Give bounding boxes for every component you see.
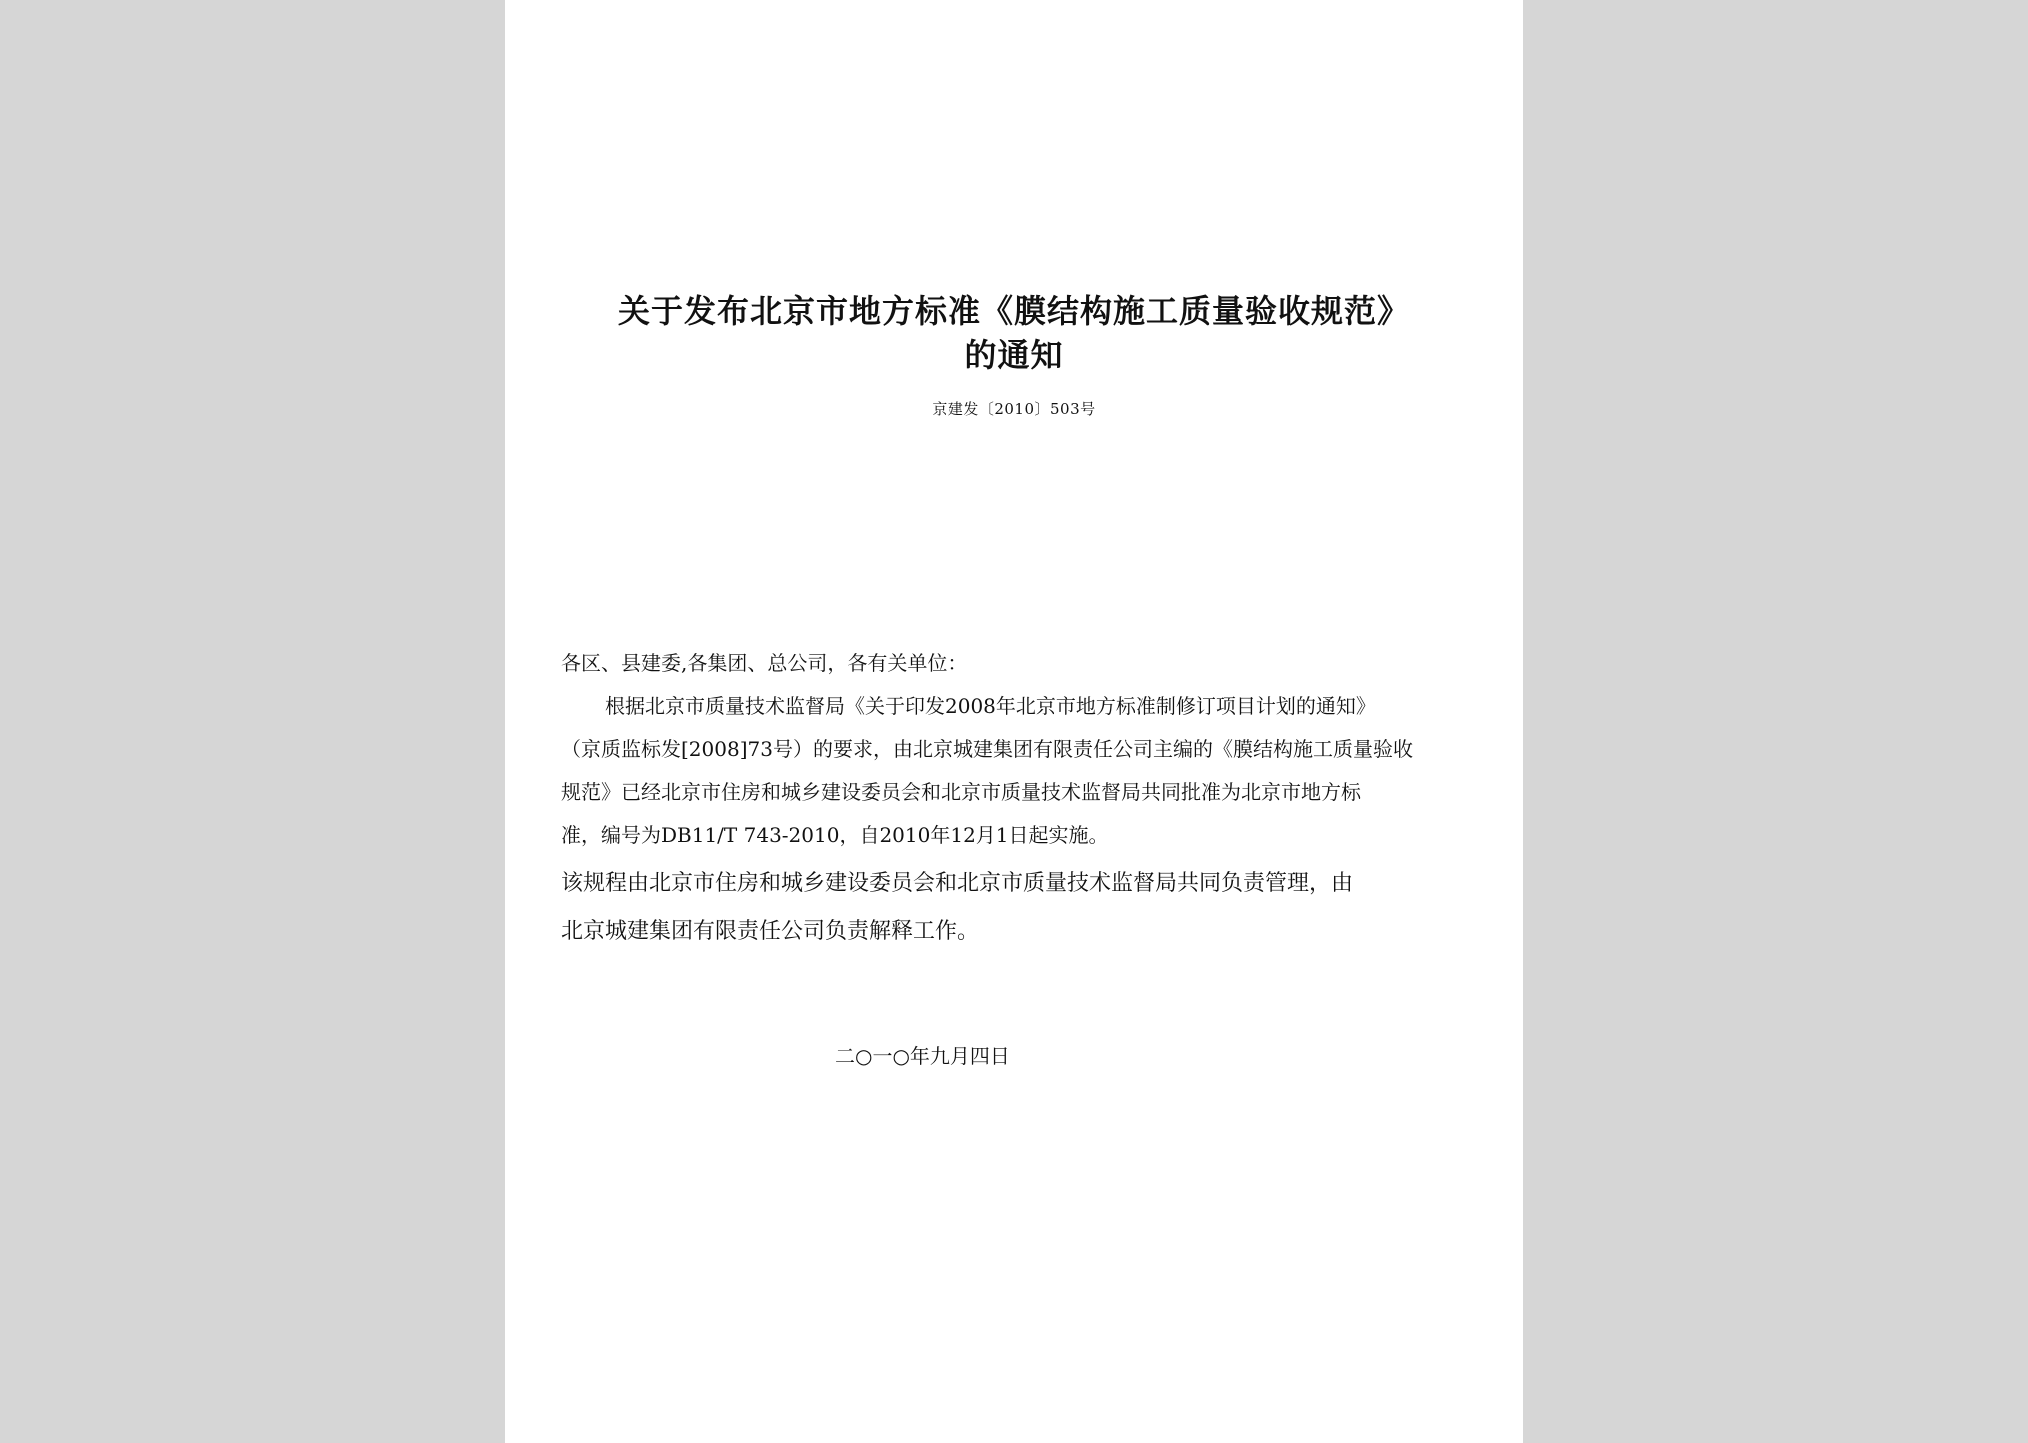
administration-paragraph: [561, 860, 1481, 956]
document-number: 京建发〔2010〕503号: [932, 400, 1096, 418]
body-paragraph: [561, 685, 1481, 857]
title-line-1: 关于发布北京市地方标准《膜结构施工质量验收规范》: [617, 292, 1410, 330]
document-title: [505, 289, 1523, 377]
admin-line-1: 该规程由北京市住房和城乡建设委员会和北京市质量技术监督局共同负责管理，由: [561, 871, 1354, 896]
issue-date: 二○一○年九月四日: [835, 1044, 1010, 1068]
admin-line-2: 北京城建集团有限责任公司负责解释工作。: [561, 919, 980, 944]
body-line-2: （京质监标发[2008]73号）的要求，由北京城建集团有限责任公司主编的《膜结构施工质量验收: [561, 737, 1413, 761]
body-line-1: 根据北京市质量技术监督局《关于印发2008年北京市地方标准制修订项目计划的通知》: [605, 694, 1376, 718]
body-line-4: 准，编号为DB11/T 743-2010，自2010年12月1日起实施。: [561, 823, 1109, 847]
title-line-2: 的通知: [964, 336, 1064, 374]
body-line-3: 规范》已经北京市住房和城乡建设委员会和北京市质量技术监督局共同批准为北京市地方标: [561, 780, 1361, 804]
salutation: 各区、县建委,各集团、总公司，各有关单位：: [561, 651, 968, 675]
document-page: [505, 0, 1523, 1443]
